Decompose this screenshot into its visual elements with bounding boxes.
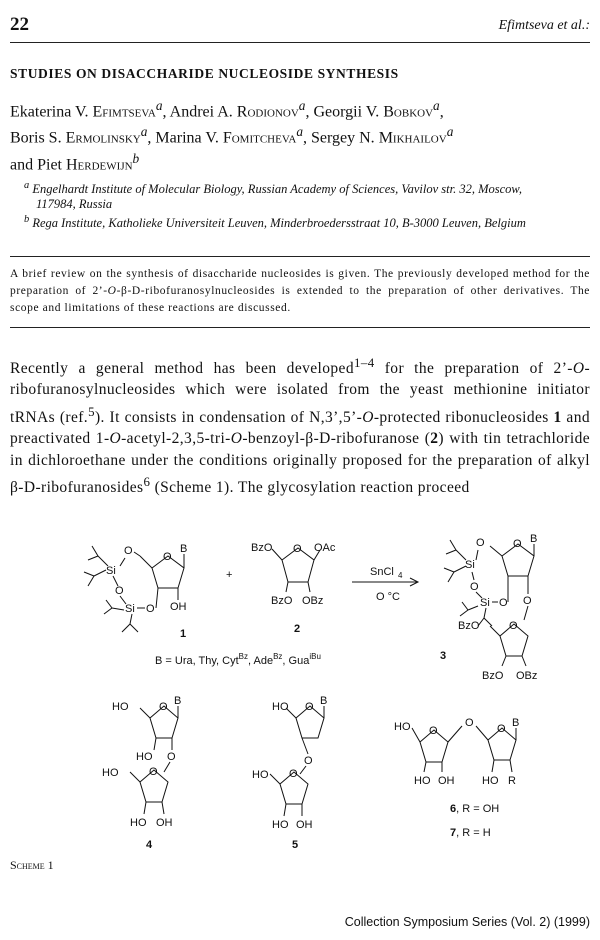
svg-text:BzO: BzO bbox=[251, 542, 273, 554]
compound-1-structure bbox=[84, 543, 187, 640]
footer-citation: Collection Symposium Series (Vol. 2) (1999) bbox=[344, 915, 590, 929]
compound-2-structure bbox=[251, 542, 336, 635]
svg-text:Si: Si bbox=[106, 565, 116, 577]
svg-text:Si: Si bbox=[465, 559, 475, 571]
svg-text:O: O bbox=[509, 620, 518, 632]
author-line-2: Boris S. Ermolinsky$^a$, Marina V. Fomitcheva$^a$, Sergey N. Mikhailov$^a$ bbox=[10, 124, 454, 147]
svg-text:2: 2 bbox=[294, 623, 301, 635]
svg-text:OH: OH bbox=[156, 817, 173, 829]
svg-text:Si: Si bbox=[125, 603, 135, 615]
svg-text:HO: HO bbox=[102, 767, 119, 779]
svg-text:O: O bbox=[429, 725, 438, 737]
svg-text:O: O bbox=[305, 701, 314, 713]
compound-6-label: 6, R = OH bbox=[450, 803, 500, 815]
page-number: 22 bbox=[10, 14, 29, 35]
compound-6-7-structure bbox=[394, 717, 519, 839]
svg-text:SnCl: SnCl bbox=[370, 566, 394, 578]
reaction-arrow bbox=[352, 566, 418, 603]
svg-text:HO: HO bbox=[414, 775, 431, 787]
svg-text:3: 3 bbox=[440, 650, 447, 662]
svg-text:O: O bbox=[523, 595, 532, 607]
svg-text:O: O bbox=[304, 755, 313, 767]
svg-text:R: R bbox=[508, 775, 516, 787]
svg-text:B: B bbox=[180, 543, 188, 555]
body-paragraph: Recently a general method has been developed$^{1-4}$ for the preparation of 2’-O-ribofuranosylnucleosides which were isolated from the yeast methionine initiator tRNAs (ref.$^5$). It consists in condensation of N,3’,5’-O-protected ribonucleosides 1 and preactivated 1-O-acetyl-2,3,5-tri-O-benzoyl-β-D-ribofuranose (2) with tin tetrachloride in dichloroethane under the conditions originally proposed for the preparation of alkyl β-D-ribofuranosides$^6$ (Scheme 1). The glycosylation reaction proceed bbox=[10, 355, 590, 496]
svg-text:O: O bbox=[497, 723, 506, 735]
author-block bbox=[10, 96, 595, 175]
svg-text:O: O bbox=[146, 603, 155, 615]
affiliation-a-cont: 117984, Russia bbox=[36, 197, 113, 212]
svg-text:O: O bbox=[124, 545, 133, 557]
svg-text:1: 1 bbox=[180, 628, 187, 640]
svg-text:BzO: BzO bbox=[458, 620, 480, 632]
svg-text:B: B bbox=[174, 695, 182, 707]
svg-text:4: 4 bbox=[146, 839, 153, 851]
svg-text:O: O bbox=[470, 581, 479, 593]
svg-text:B: B bbox=[320, 695, 328, 707]
svg-text:O: O bbox=[149, 766, 158, 778]
svg-text:HO: HO bbox=[482, 775, 499, 787]
svg-text:O: O bbox=[163, 551, 172, 563]
svg-text:BzO: BzO bbox=[271, 595, 293, 607]
svg-text:OBz: OBz bbox=[302, 595, 324, 607]
scheme-1-diagram bbox=[0, 520, 600, 860]
svg-text:OAc: OAc bbox=[314, 542, 336, 554]
svg-text:OH: OH bbox=[438, 775, 455, 787]
plus-sign: + bbox=[226, 569, 233, 581]
article-title: STUDIES ON DISACCHARIDE NUCLEOSIDE SYNTHESIS bbox=[10, 66, 399, 81]
svg-text:O: O bbox=[167, 751, 176, 763]
svg-text:OH: OH bbox=[296, 819, 313, 831]
svg-text:O: O bbox=[289, 768, 298, 780]
svg-text:B: B bbox=[512, 717, 520, 729]
author-line-3: and Piet Herdewijn$^b$ bbox=[10, 150, 140, 173]
svg-text:BzO: BzO bbox=[482, 670, 504, 682]
svg-text:HO: HO bbox=[252, 769, 269, 781]
compound-5-structure bbox=[252, 695, 327, 851]
svg-text:O: O bbox=[513, 538, 522, 550]
compound-3-structure bbox=[440, 533, 537, 682]
svg-text:O: O bbox=[465, 717, 474, 729]
svg-text:O: O bbox=[159, 701, 168, 713]
abstract-bottom-rule bbox=[10, 327, 590, 328]
affiliations bbox=[24, 178, 594, 231]
svg-text:HO: HO bbox=[272, 701, 289, 713]
svg-text:OH: OH bbox=[170, 601, 187, 613]
svg-text:O: O bbox=[499, 597, 508, 609]
svg-text:Si: Si bbox=[480, 597, 490, 609]
svg-text:O: O bbox=[115, 585, 124, 597]
abstract-top-rule bbox=[10, 256, 590, 257]
svg-text:B: B bbox=[530, 533, 538, 545]
scheme-caption: Scheme 1 bbox=[10, 858, 54, 872]
svg-text:OBz: OBz bbox=[516, 670, 538, 682]
svg-text:HO: HO bbox=[130, 817, 147, 829]
svg-text:HO: HO bbox=[112, 701, 129, 713]
svg-text:5: 5 bbox=[292, 839, 299, 851]
author-line-1: Ekaterina V. Efimtseva$^a$, Andrei A. Rodionov$^a$, Georgii V. Bobkov$^a$, bbox=[10, 98, 444, 121]
svg-text:HO: HO bbox=[136, 751, 153, 763]
compound-7-label: 7, R = H bbox=[450, 827, 491, 839]
base-legend: B = Ura, Thy, Cyt$^{Bz}$, Ade$^{Bz}$, Gua$^{iBu}$ bbox=[155, 652, 321, 667]
running-head: Efimtseva et al.: bbox=[498, 18, 590, 33]
header-rule bbox=[10, 42, 590, 43]
svg-text:O: O bbox=[476, 537, 485, 549]
svg-text:HO: HO bbox=[394, 721, 411, 733]
compound-4-structure bbox=[102, 695, 181, 851]
svg-text:HO: HO bbox=[272, 819, 289, 831]
affiliation-b: $^b$ Rega Institute, Katholieke Universiteit Leuven, Minderbroedersstraat 10, B-3000 Leuven, Belgium bbox=[24, 214, 526, 231]
abstract: A brief review on the synthesis of disaccharide nucleosides is given. The previously developed method for the preparation of 2’-O-β-D-ribofuranosylnucleosides is extended to the preparation of other derivatives. The scope and limitations of these reactions are discussed. bbox=[10, 268, 590, 314]
svg-text:O °C: O °C bbox=[376, 591, 400, 603]
affiliation-a: $^a$ Engelhardt Institute of Molecular Biology, Russian Academy of Sciences, Vavilov str. 32, Moscow, bbox=[24, 180, 522, 197]
svg-text:4: 4 bbox=[398, 571, 403, 580]
svg-text:O: O bbox=[293, 543, 302, 555]
